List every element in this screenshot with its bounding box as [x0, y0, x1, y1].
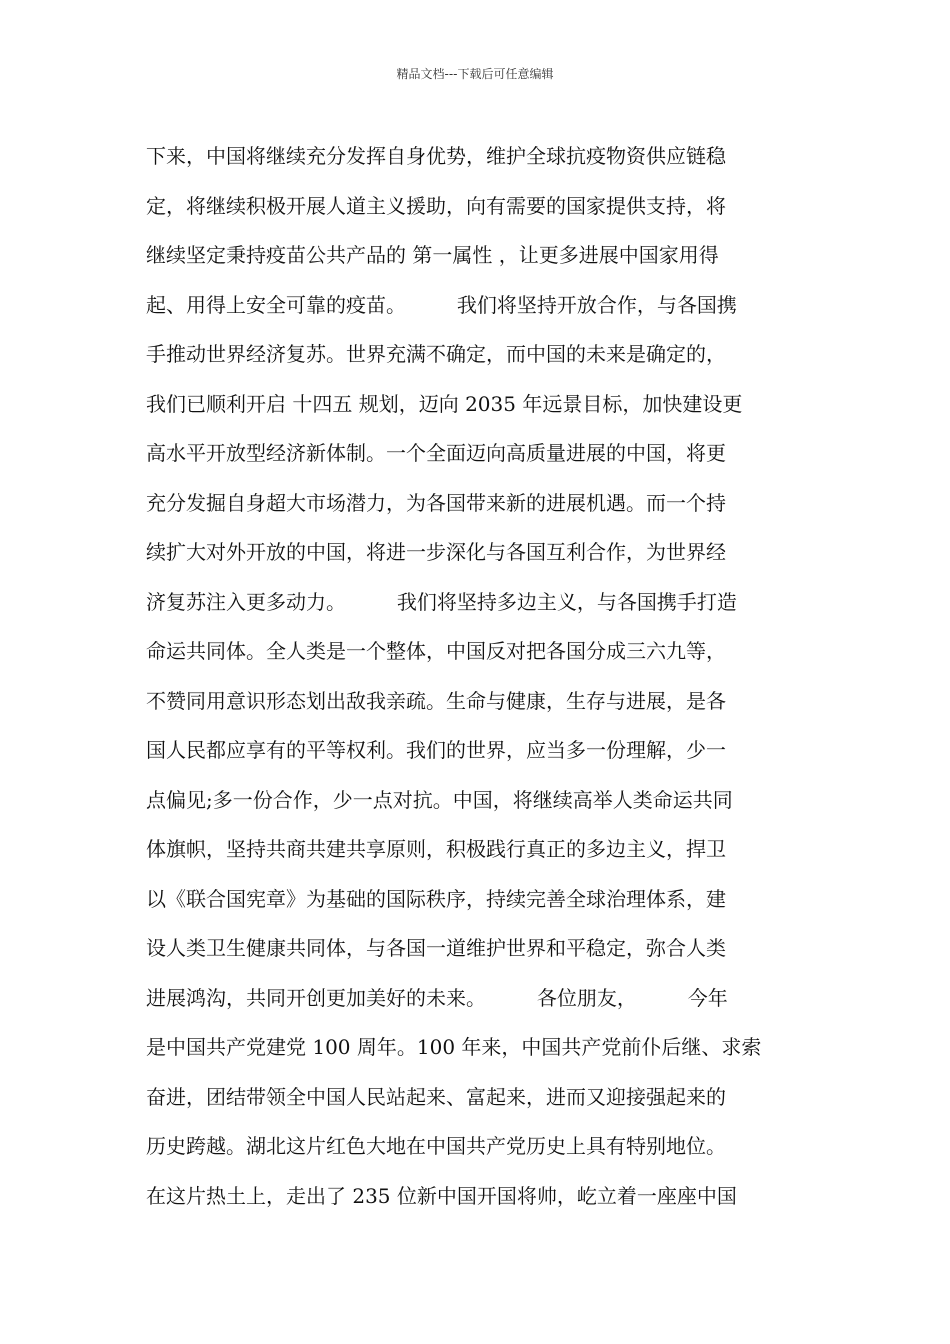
text-line: 手推动世界经济复苏。世界充满不确定，而中国的未来是确定的， [146, 342, 726, 366]
text-line: 设人类卫生健康共同体，与各国一道维护世界和平稳定，弥合人类 [146, 936, 726, 960]
text-line: 命运共同体。全人类是一个整体，中国反对把各国分成三六九等， [146, 639, 726, 663]
text-line: 下来，中国将继续充分发挥自身优势，维护全球抗疫物资供应链稳 [146, 144, 726, 168]
body-text [146, 132, 826, 1221]
text-line: 点偏见;多一份合作，少一点对抗。中国，将继续高举人类命运共同 [146, 787, 733, 812]
text-line: 续扩大对外开放的中国，将进一步深化与各国互利合作，为世界经 [146, 540, 726, 564]
text-line: 进展鸿沟，共同开创更加美好的未来。 各位朋友， 今年 [146, 985, 728, 1010]
text-line: 国人民都应享有的平等权利。我们的世界，应当多一份理解，少一 [146, 738, 726, 762]
text-line: 我们已顺利开启 十四五 规划，迈向 2035 年远景目标，加快建设更 [146, 391, 743, 416]
text-line: 历史跨越。湖北这片红色大地在中国共产党历史上具有特别地位。 [146, 1134, 726, 1158]
text-line: 体旗帜，坚持共商共建共享原则，积极践行真正的多边主义，捍卫 [146, 837, 726, 861]
page-header: 精品文档---下载后可任意编辑 [396, 67, 554, 81]
text-line: 济复苏注入更多动力。 我们将坚持多边主义，与各国携手打造 [146, 589, 737, 614]
text-line: 高水平开放型经济新体制。一个全面迈向高质量进展的中国，将更 [146, 441, 726, 465]
text-line: 是中国共产党建党 100 周年。100 年来，中国共产党前仆后继、求索 [146, 1035, 762, 1059]
text-line: 起、用得上安全可靠的疫苗。 我们将坚持开放合作，与各国携 [146, 292, 737, 317]
text-line: 充分发掘自身超大市场潜力，为各国带来新的进展机遇。而一个持 [146, 490, 726, 515]
text-line: 在这片热土上，走出了 235 位新中国开国将帅，屹立着一座座中国 [146, 1183, 737, 1208]
text-line: 定，将继续积极开展人道主义援助，向有需要的国家提供支持，将 [146, 193, 726, 218]
text-line: 奋进，团结带领全中国人民站起来、富起来，进而又迎接强起来的 [146, 1084, 726, 1109]
text-line: 不赞同用意识形态划出敌我亲疏。生命与健康，生存与进展，是各 [146, 688, 726, 713]
text-line: 以《联合国宪章》为基础的国际秩序，持续完善全球治理体系，建 [146, 886, 726, 911]
text-line: 继续坚定秉持疫苗公共产品的 第一属性 ，让更多进展中国家用得 [146, 243, 719, 267]
